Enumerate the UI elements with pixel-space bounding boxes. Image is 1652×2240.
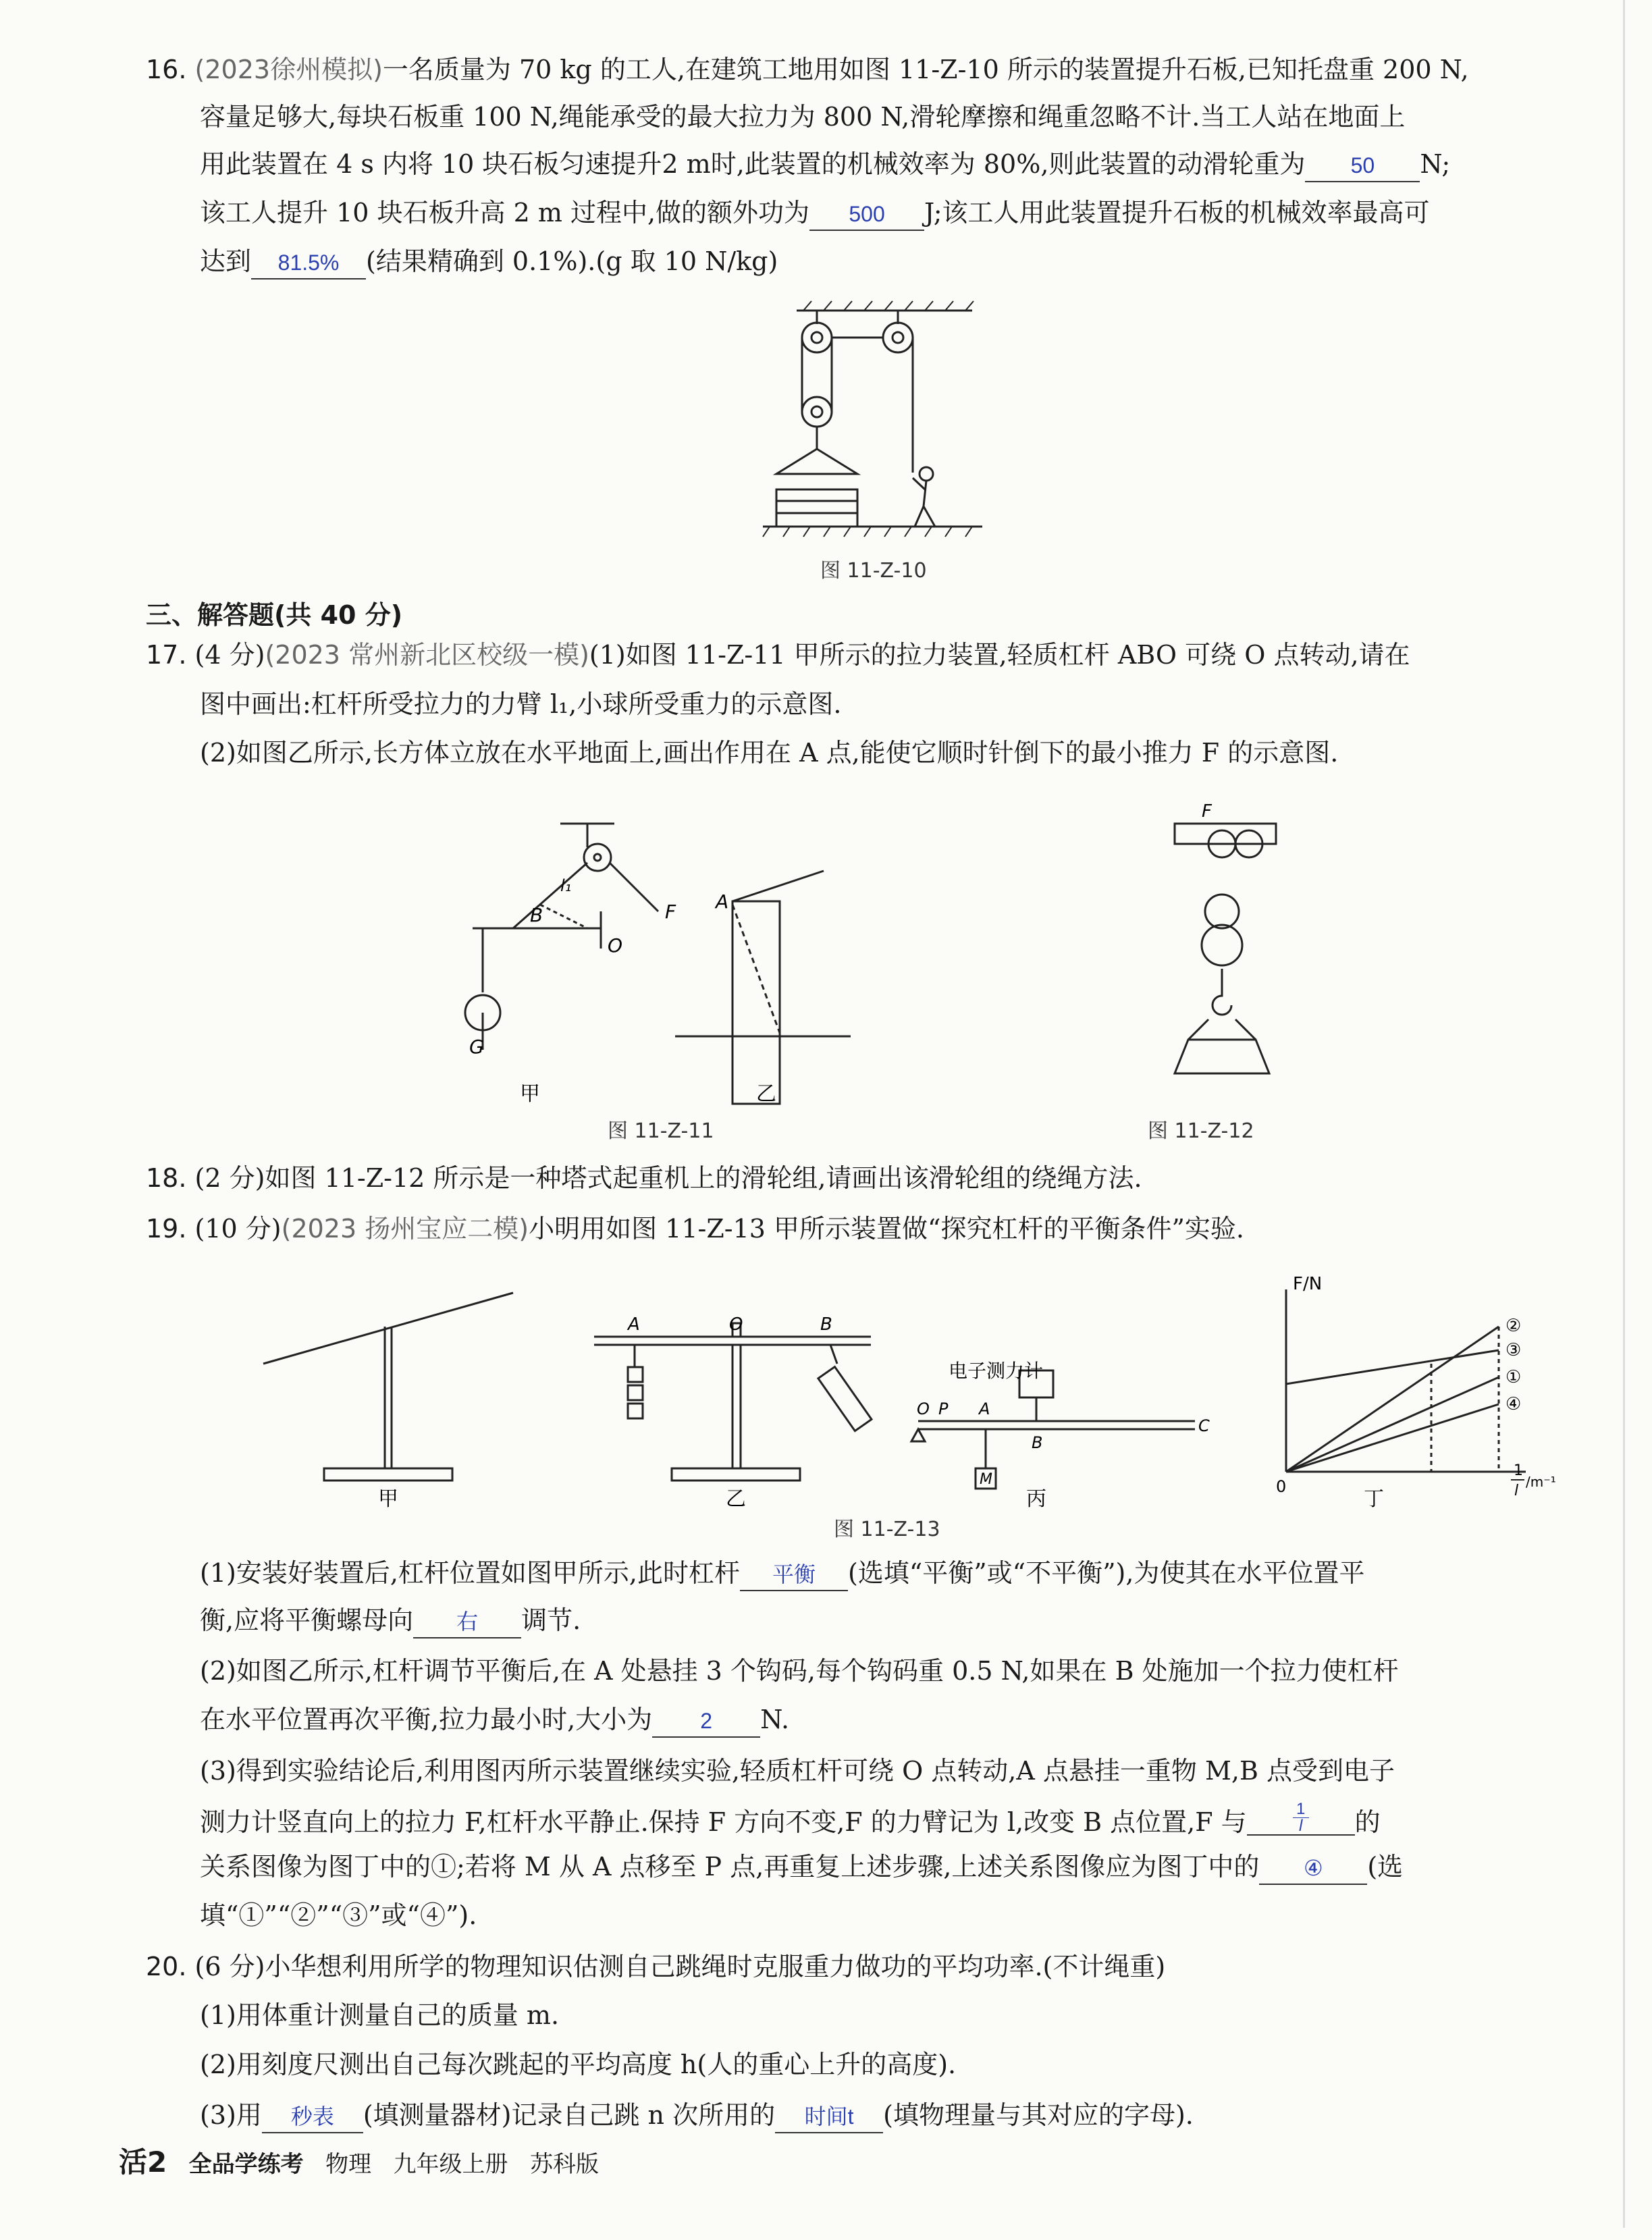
q20-answer-1[interactable]: 秒表: [262, 2102, 363, 2133]
footer-series: 全品学练考: [188, 2151, 304, 2178]
lbl-A13: A: [628, 1314, 640, 1335]
subfig13-bing: 丙: [1026, 1487, 1046, 1511]
graph-y-axis: F/N: [1293, 1274, 1323, 1294]
lbl-O-bing: O: [917, 1399, 930, 1418]
graph-x-num: 1: [1514, 1462, 1523, 1479]
q18-number: 18.: [146, 1163, 187, 1193]
lbl-B: B: [530, 904, 543, 926]
graph-origin: 0: [1276, 1477, 1287, 1496]
q18-text: (2 分)如图 11-Z-12 所示是一种塔式起重机上的滑轮组,请画出该滑轮组的绕绳方法.: [194, 1163, 1142, 1193]
q16-line-3: [200, 147, 1450, 182]
q16-answer-3[interactable]: 81.5%: [251, 248, 366, 279]
q19-p3-line-4: 填“①”“②”“③”或“④”).: [200, 1900, 477, 1930]
subfig13-jia: 甲: [378, 1487, 398, 1511]
page-edge-rule: [1623, 0, 1625, 2228]
section-3-heading: 三、解答题(共 40 分): [146, 600, 403, 630]
q17-line-2: 图中画出:杠杆所受拉力的力臂 l₁,小球所受重力的示意图.: [200, 689, 842, 719]
q19-answer-2[interactable]: 右: [413, 1607, 521, 1638]
q19-p1-text-c: 衡,应将平衡螺母向: [200, 1605, 414, 1635]
q19-p2-line-1: (2)如图乙所示,杠杆调节平衡后,在 A 处悬挂 3 个钩码,每个钩码重 0.5 N,如果在 B 处施加一个拉力使杠杆: [200, 1656, 1399, 1686]
q19-answer-1[interactable]: 平衡: [740, 1559, 848, 1591]
lbl-G: G: [469, 1036, 484, 1058]
q19-p2-text-b: 在水平位置再次平衡,拉力最小时,大小为: [200, 1705, 653, 1734]
graph-x-den: l: [1514, 1483, 1519, 1499]
q19-score: (10 分): [194, 1214, 282, 1244]
q16-answer-2[interactable]: 500: [809, 199, 924, 231]
q19-p1-line-2: [200, 1603, 581, 1638]
q20-text-3a: (3)用: [200, 2100, 262, 2130]
lbl-l1: l₁: [560, 876, 572, 895]
q19-p1-text-a: (1)安装好装置后,杠杆位置如图甲所示,此时杠杆: [200, 1558, 740, 1588]
q19-p3-line-3: [200, 1850, 1403, 1885]
lbl-A: A: [716, 890, 729, 913]
q20-line-3: [200, 2098, 1194, 2133]
q19-p2-text-c: N.: [760, 1705, 790, 1734]
figure-11-z-12: [1161, 797, 1296, 1094]
q19-p3-text-b: 测力计竖直向上的拉力 F,杠杆水平静止.保持 F 方向不变,F 的力臂记为 l,改变 B 点位置,F 与: [200, 1807, 1247, 1837]
q16-line-2: 容量足够大,每块石板重 100 N,绳能承受的最大拉力为 800 N,滑轮摩擦和绳重忽略不计.当工人站在地面上: [200, 102, 1406, 132]
q19-answer-4-num: 1: [1296, 1800, 1306, 1818]
curve-label-4: ④: [1506, 1394, 1522, 1414]
q19-p1-line-1: [200, 1556, 1364, 1591]
figure-11-z-11: [419, 810, 905, 1106]
footer-edition: 苏科版: [529, 2151, 599, 2178]
q20-line-1: (1)用体重计测量自己的质量 m.: [200, 2000, 560, 2030]
q19-line-0: [146, 1212, 1244, 1246]
fig-11-z-13-caption: 图 11-Z-13: [834, 1518, 940, 1541]
fig-11-z-10-caption: 图 11-Z-10: [820, 559, 927, 583]
q16-line-5: [200, 244, 778, 279]
q19-p2-line-2: [200, 1703, 789, 1738]
q16-line-4: [200, 196, 1430, 231]
lbl-B-bing: B: [1032, 1433, 1043, 1452]
page-footer: [119, 2140, 599, 2181]
q20-line-0: [146, 1950, 1165, 1984]
lbl-B13: B: [820, 1314, 832, 1335]
q16-text-4b: J;该工人用此装置提升石板的机械效率最高可: [924, 198, 1430, 228]
curve-label-2: ②: [1506, 1316, 1522, 1336]
subfig-jia: 甲: [520, 1082, 540, 1106]
q20-answer-2[interactable]: 时间t: [775, 2102, 883, 2133]
q17-line-3: (2)如图乙所示,长方体立放在水平地面上,画出作用在 A 点,能使它顺时针倒下的最小推力 F 的示意图.: [200, 738, 1339, 768]
subfig13-yi: 乙: [726, 1487, 746, 1511]
lbl-P: P: [938, 1399, 949, 1418]
q19-answer-4-den: l: [1293, 1817, 1309, 1834]
q19-answer-3[interactable]: 2: [652, 1706, 760, 1738]
lbl-F: F: [665, 901, 676, 923]
figure-11-z-10: [749, 297, 992, 540]
q19-p3-text-e: (选: [1367, 1852, 1404, 1882]
q17-line-1: [146, 638, 1410, 672]
q16-text-4: 该工人提升 10 块石板升高 2 m 过程中,做的额外功为: [200, 198, 810, 228]
electronic-meter-label: 电子测力计: [949, 1360, 1044, 1382]
figure-11-z-13: [243, 1269, 1556, 1539]
lbl-F12: F: [1202, 801, 1212, 822]
graph-x-unit: /m⁻¹: [1526, 1474, 1556, 1490]
q19-number: 19.: [146, 1214, 187, 1244]
q17-source: (2023 常州新北区校级一模): [265, 640, 589, 670]
q20-line-2: (2)用刻度尺测出自己每次跳起的平均高度 h(人的重心上升的高度).: [200, 2050, 957, 2079]
q16-text-5: 达到: [200, 246, 252, 276]
q16-source: (2023徐州模拟): [194, 55, 383, 84]
q18-line: [146, 1161, 1142, 1196]
lbl-C: C: [1198, 1416, 1210, 1435]
lbl-A-bing: A: [979, 1399, 990, 1418]
q20-text-3b: (填测量器材)记录自己跳 n 次所用的: [363, 2100, 776, 2130]
q19-answer-4[interactable]: [1247, 1801, 1355, 1836]
lbl-O: O: [608, 934, 623, 957]
lbl-O13: O: [729, 1314, 743, 1335]
q19-p1-text-b: (选填“平衡”或“不平衡”),为使其在水平位置平: [848, 1558, 1365, 1588]
q20-number: 20.: [146, 1952, 187, 1981]
q16-number: 16.: [146, 55, 187, 84]
q17-text-1: (1)如图 11-Z-11 甲所示的拉力装置,轻质杠杆 ABO 可绕 O 点转动,请在: [589, 640, 1410, 670]
fig-11-z-11-caption: 图 11-Z-11: [608, 1119, 714, 1143]
q16-line-1: [146, 53, 1469, 87]
footer-subject: 物理: [325, 2151, 372, 2178]
q16-text-1: 一名质量为 70 kg 的工人,在建筑工地用如图 11-Z-10 所示的装置提升石板,已知托盘重 200 N,: [382, 55, 1469, 84]
q16-text-3b: N;: [1420, 149, 1451, 179]
q16-text-5b: (结果精确到 0.1%).(g 取 10 N/kg): [366, 246, 778, 276]
q20-text-0: (6 分)小华想利用所学的物理知识估测自己跳绳时克服重力做功的平均功率.(不计绳重): [194, 1952, 1166, 1981]
q19-p3-text-c: 的: [1354, 1807, 1381, 1837]
q19-p3-line-1: (3)得到实验结论后,利用图丙所示装置继续实验,轻质杠杆可绕 O 点转动,A 点悬挂一重物 M,B 点受到电子: [200, 1756, 1395, 1786]
q19-p3-text-d: 关系图像为图丁中的①;若将 M 从 A 点移至 P 点,再重复上述步骤,上述关系图像应为图丁中的: [200, 1852, 1260, 1882]
lbl-M: M: [980, 1471, 992, 1488]
q19-answer-5[interactable]: ④: [1259, 1853, 1367, 1885]
subfig13-ding: 丁: [1364, 1487, 1384, 1511]
curve-label-3: ③: [1506, 1340, 1522, 1360]
curve-label-1: ①: [1506, 1367, 1522, 1387]
q20-text-3c: (填物理量与其对应的字母).: [883, 2100, 1194, 2130]
q19-p1-text-d: 调节.: [521, 1605, 581, 1635]
q16-answer-1[interactable]: 50: [1305, 151, 1420, 182]
footer-grade: 九年级上册: [393, 2151, 508, 2178]
q16-text-3: 用此装置在 4 s 内将 10 块石板匀速提升2 m时,此装置的机械效率为 80%,则此装置的动滑轮重为: [200, 149, 1306, 179]
q17-number: 17.: [146, 640, 187, 670]
footer-logo: 活2: [119, 2145, 167, 2179]
q17-score: (4 分): [194, 640, 265, 670]
q19-text-0: 小明用如图 11-Z-13 甲所示装置做“探究杠杆的平衡条件”实验.: [529, 1214, 1244, 1244]
subfig-yi: 乙: [756, 1082, 776, 1106]
q19-source: (2023 扬州宝应二模): [281, 1214, 529, 1244]
fig-11-z-12-caption: 图 11-Z-12: [1148, 1119, 1254, 1143]
q19-p3-line-2: [200, 1801, 1381, 1840]
